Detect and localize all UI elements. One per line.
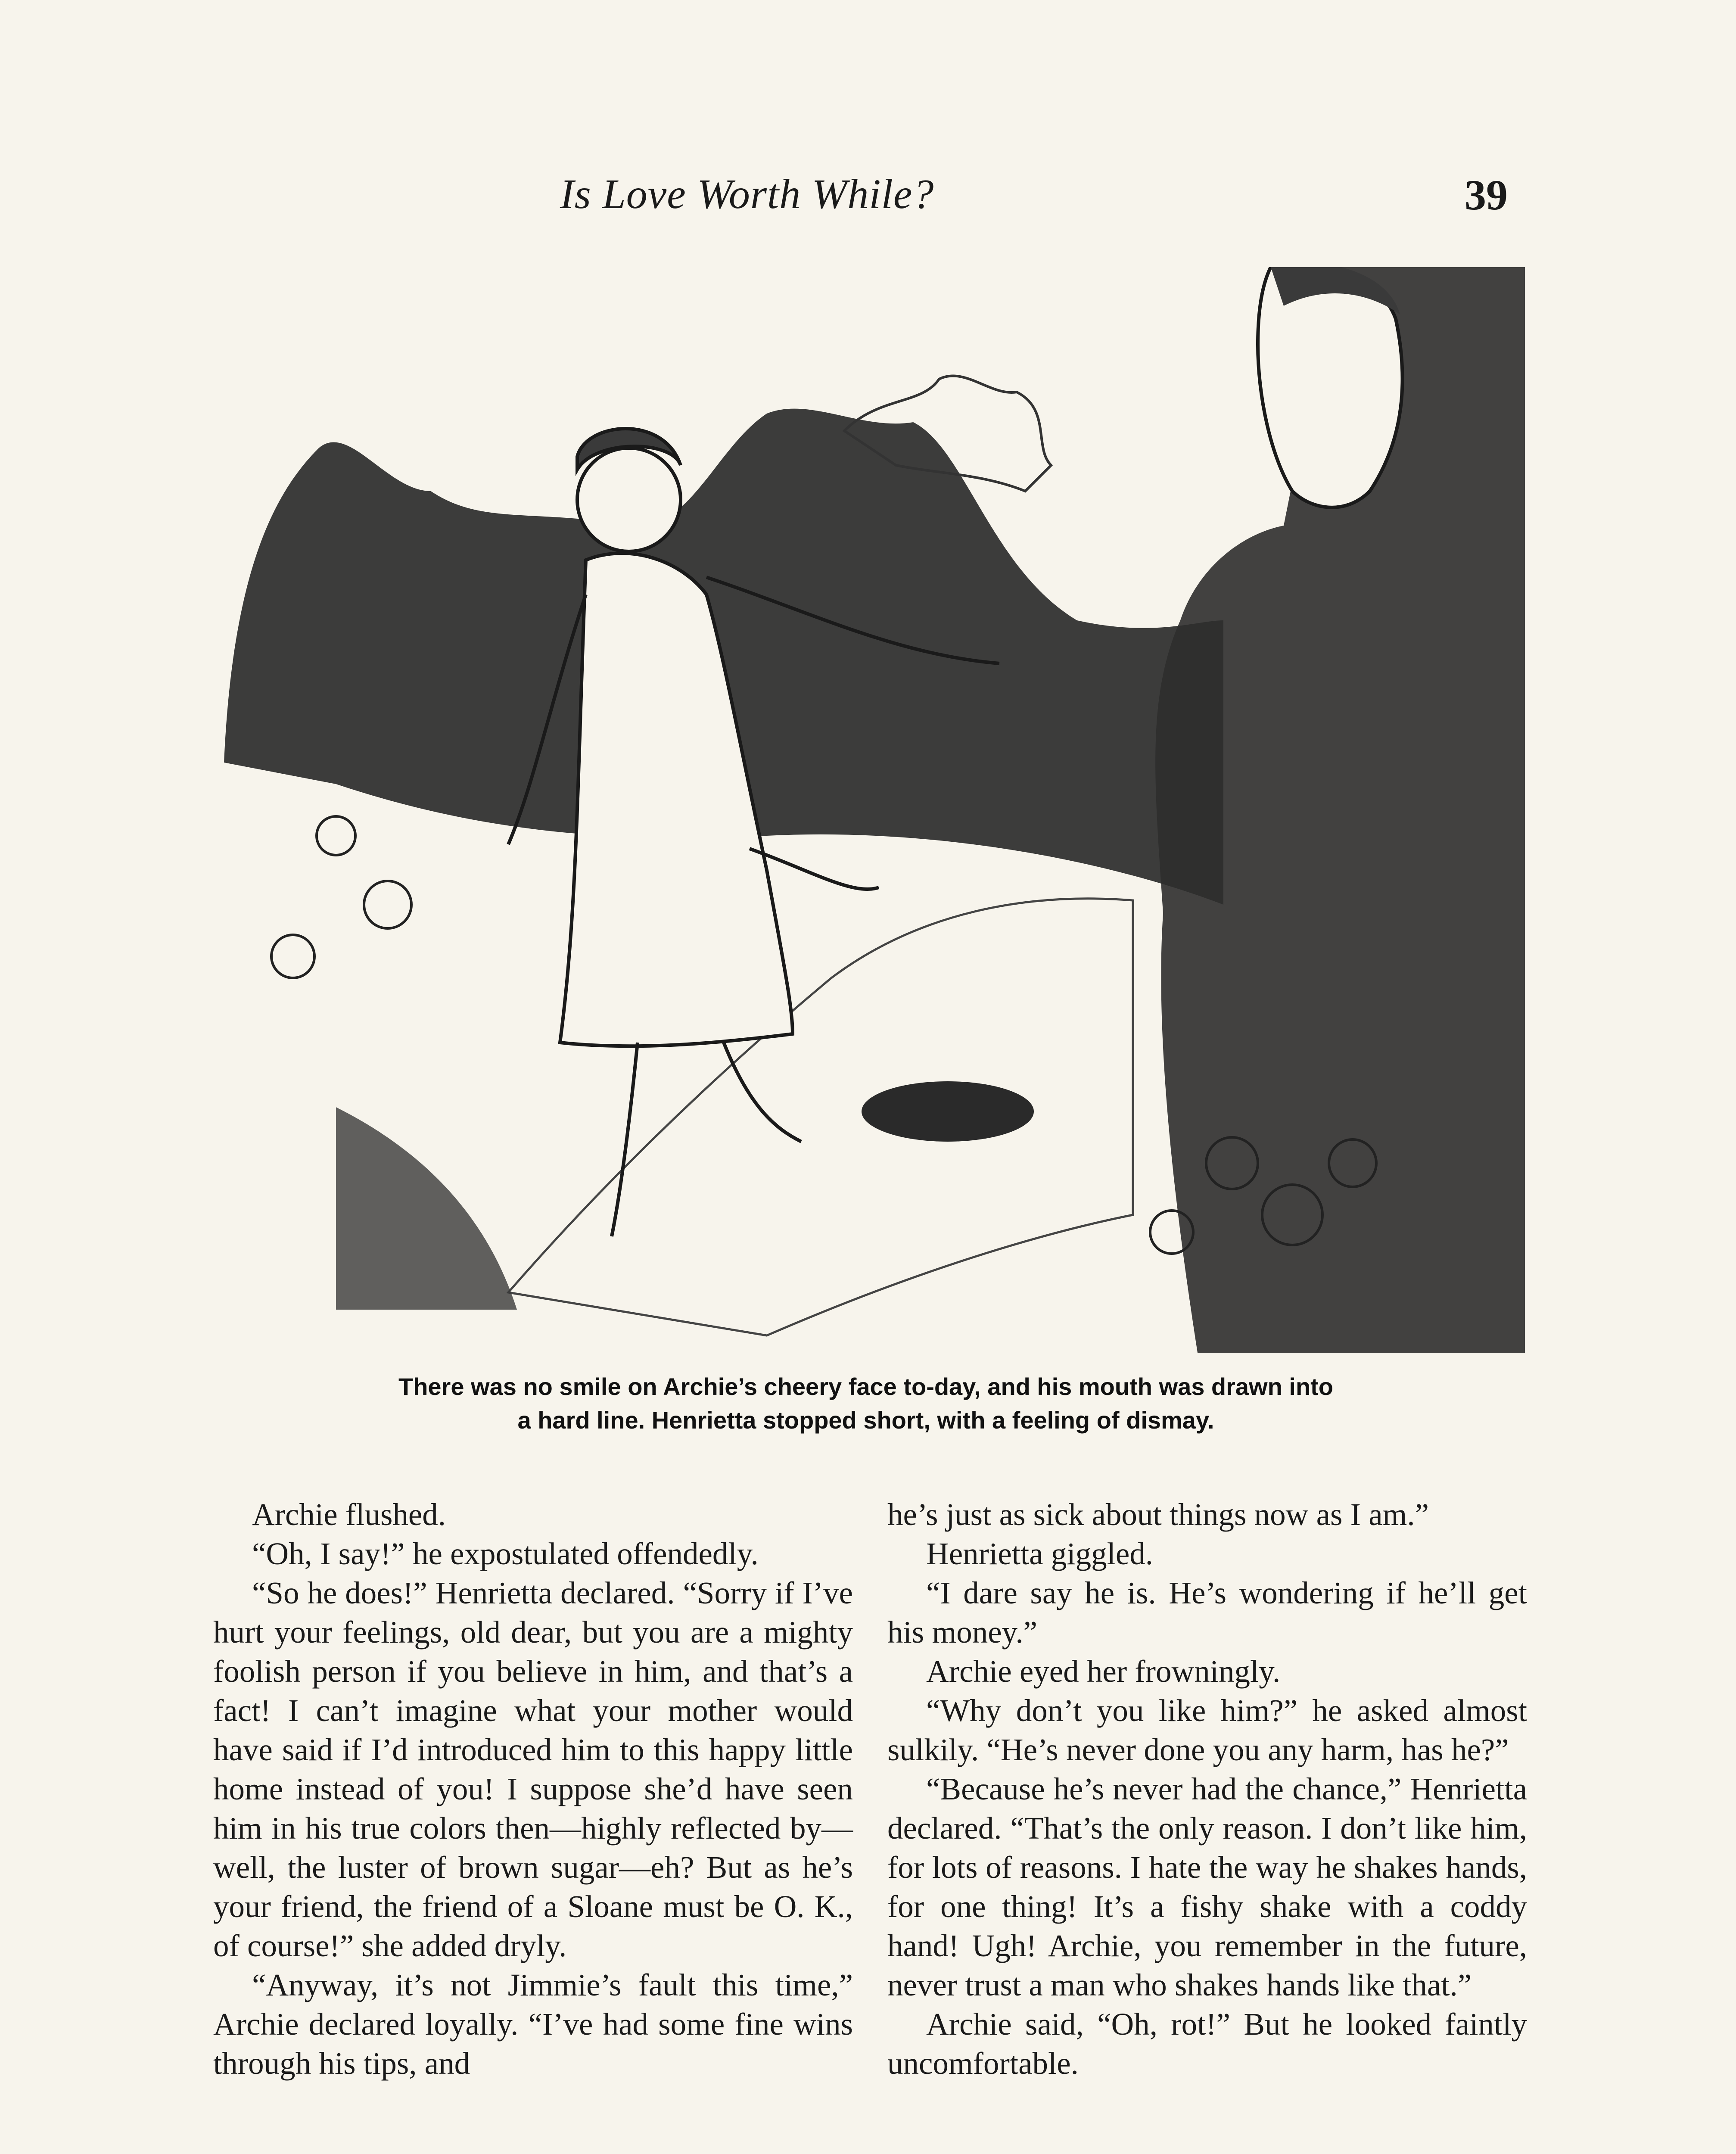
ground-shadow: [336, 1107, 517, 1310]
man-figure: [1133, 267, 1525, 1353]
illustration-image: [207, 267, 1525, 1353]
paragraph: “Oh, I say!” he expostulated offendedly.: [252, 1536, 759, 1571]
running-title: Is Love Worth While?: [560, 171, 934, 218]
illustration-caption: [207, 1370, 1525, 1437]
paragraph: “Why don’t you like him?” he asked almost sulkily. “He’s never done you any harm, has he?”: [887, 1693, 1527, 1767]
path-shadow: [862, 1081, 1034, 1142]
paragraph: “Because he’s never had the chance,” Henrietta declared. “That’s the only reason. I don’t like him, for lots of reasons. I hate the way he shakes hands, for one thing! It’s a fishy shake with a coddy hand! Ugh! Archie, you remember in the future, never trust a man who shakes hands like that.”: [887, 1771, 1527, 2002]
right-text-column: [887, 1495, 1527, 2083]
paragraph: “I dare say he is. He’s wondering if he’ll get his money.”: [887, 1575, 1527, 1650]
caption-line-1: There was no smile on Archie’s cheery face to-day, and his mouth was drawn into: [398, 1373, 1333, 1400]
woman-head: [577, 448, 681, 551]
paragraph: “Anyway, it’s not Jimmie’s fault this time,” Archie declared loyally. “I’ve had some fine wins through his tips, and: [213, 1967, 853, 2081]
paragraph: Archie said, “Oh, rot!” But he looked faintly uncomfortable.: [887, 2007, 1527, 2081]
paragraph: Henrietta giggled.: [926, 1536, 1154, 1571]
caption-line-2: a hard line. Henrietta stopped short, with a feeling of dismay.: [517, 1407, 1214, 1434]
paragraph-continuation: he’s just as sick about things now as I am.”: [887, 1497, 1429, 1532]
left-text-column: [213, 1495, 853, 2083]
illustration-drawing: [207, 267, 1525, 1353]
paragraph: “So he does!” Henrietta declared. “Sorry if I’ve hurt your feelings, old dear, but you are a mighty foolish person if you believe in him, and that’s a fact! I can’t imagine what your mother would have said if I’d introduced him to this happy little home instead of you! I suppose she’d have seen him in his true colors then—highly reflected by—well, the luster of brown sugar—eh? But as he’s your friend, the friend of a Sloane must be O. K., of course!” she added dryly.: [213, 1575, 853, 1963]
page-number: 39: [1465, 171, 1508, 219]
paragraph: Archie flushed.: [252, 1497, 446, 1532]
paragraph: Archie eyed her frowningly.: [926, 1654, 1281, 1689]
